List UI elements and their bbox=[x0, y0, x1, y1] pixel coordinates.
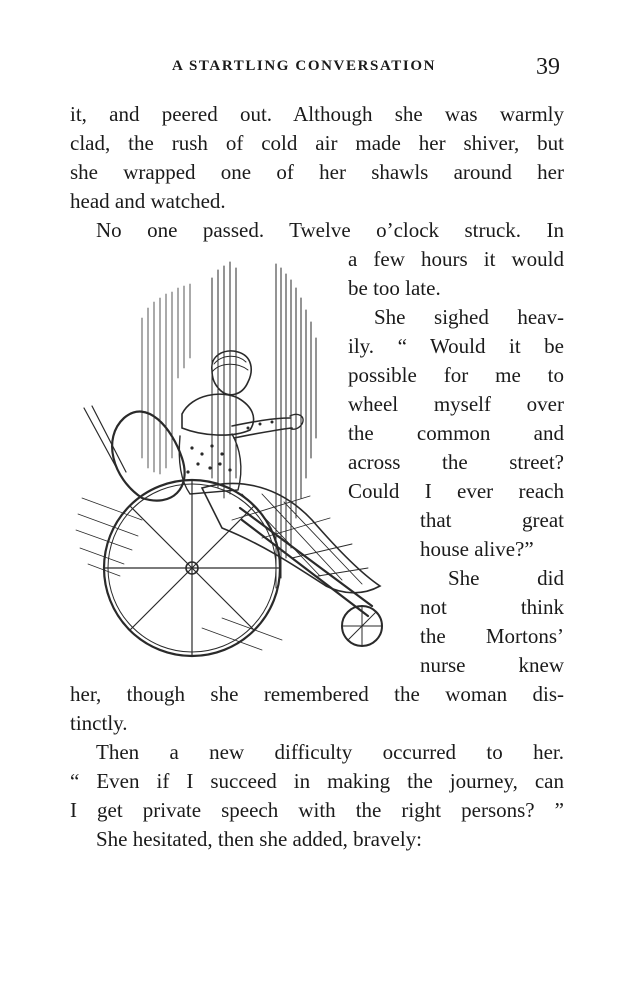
text-line: Could I ever reach bbox=[348, 479, 564, 503]
text-line: Then a new difficulty occurred to her. bbox=[96, 740, 564, 764]
text-line: nurse knew bbox=[420, 653, 564, 677]
text-line: a few hours it would bbox=[348, 247, 564, 271]
running-head: A STARTLING CONVERSATION bbox=[172, 58, 437, 74]
text-line: she wrapped one of her shawls around her bbox=[70, 160, 564, 184]
text-line: possible for me to bbox=[348, 363, 564, 387]
text-line: the common and bbox=[348, 421, 564, 445]
footrest-frame bbox=[240, 508, 372, 606]
text-line: wheel myself over bbox=[348, 392, 564, 416]
curtain-hatching bbox=[142, 284, 190, 474]
page-number: 39 bbox=[536, 54, 560, 80]
page-header bbox=[0, 54, 630, 84]
text-line: She did bbox=[448, 566, 564, 590]
text-line: not think bbox=[420, 595, 564, 619]
text-line: She hesitated, then she added, bravely: bbox=[96, 827, 422, 851]
text-line: house alive?” bbox=[420, 537, 534, 561]
text-line: that great bbox=[420, 508, 564, 532]
text-line: “ Even if I succeed in making the journey, can bbox=[70, 769, 564, 793]
text-line: it, and peered out. Although she was warmly bbox=[70, 102, 564, 126]
text-line: No one passed. Twelve o’clock struck. In bbox=[96, 218, 564, 242]
text-line: be too late. bbox=[348, 276, 441, 300]
text-line: I get private speech with the right persons? ” bbox=[70, 798, 564, 822]
text-line: She sighed heav- bbox=[374, 305, 564, 329]
text-line: tinctly. bbox=[70, 711, 128, 735]
text-line: head and watched. bbox=[70, 189, 226, 213]
text-line: ily. “ Would it be bbox=[348, 334, 564, 358]
text-line: the Mortons’ bbox=[420, 624, 564, 648]
text-line: clad, the rush of cold air made her shiver, but bbox=[70, 131, 564, 155]
text-line: across the street? bbox=[348, 450, 564, 474]
wheelchair-illustration bbox=[62, 258, 410, 660]
text-line: her, though she remembered the woman dis- bbox=[70, 682, 564, 706]
